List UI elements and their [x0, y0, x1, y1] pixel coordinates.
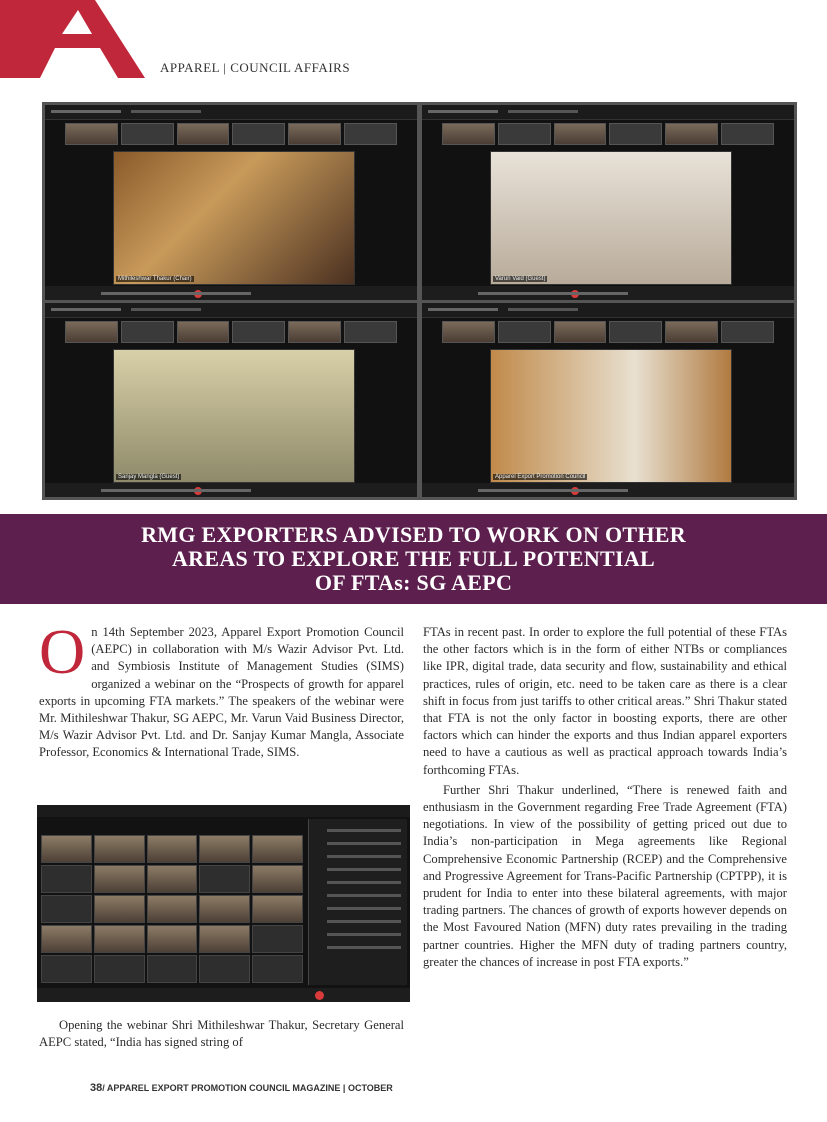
article-column-right: [423, 624, 787, 971]
webinar-collage: [42, 102, 797, 500]
article-column-left: [39, 616, 404, 762]
aepc-logo: [0, 0, 150, 78]
webinar-screenshot-1: [45, 105, 417, 300]
headline-line-2: AREAS TO EXPLORE THE FULL POTENTIAL: [171, 546, 656, 571]
webinar-screenshot-4: [422, 303, 794, 497]
webinar-screenshot-2: [422, 105, 794, 300]
participant-name: Varun Vaid (Guest): [495, 276, 546, 282]
webinar-screenshot-3: [45, 303, 417, 497]
participant-name: Sanjay Mangla (Guest): [118, 474, 180, 480]
paragraph-opening: Opening the webinar Shri Mithileshwar Thakur, Secretary General AEPC stated, “India has signed string of: [39, 1018, 404, 1050]
drop-cap: O: [39, 616, 86, 687]
paragraph-fta: FTAs in recent past. In order to explore the full potential of these FTAs the other factors which is in the form of either NTBs or compliances like IPR, digital trade, data security and flow, sustainability and ethical practices, rules of origin, etc. need to be taken care as there is a clear shift in focus from just tariffs to other critical areas.” Shri Thakur stated that FTA is not the only factor in boosting exports, there are other factors which can hinder the exports and thus Indian apparel exporters need to have a cautious as well as practical approach towards India’s forthcoming FTAs.: [423, 625, 787, 777]
headline-line-1: RMG EXPORTERS ADVISED TO WORK ON OTHER: [141, 522, 686, 547]
section-label: APPAREL | COUNCIL AFFAIRS: [160, 60, 351, 75]
webinar-gallery-photo: [37, 805, 410, 1002]
page-number: 38: [90, 1082, 103, 1094]
page-footer: [90, 1082, 393, 1094]
article-column-left-bottom: [39, 1017, 404, 1051]
headline-line-3: OF FTAs: SG AEPC: [314, 570, 513, 595]
headline-banner: [0, 514, 827, 604]
footer-text: / APPAREL EXPORT PROMOTION COUNCIL MAGAZINE | OCTOBER: [102, 1083, 393, 1093]
paragraph-intro: On 14th September 2023, Apparel Export Promotion Council (AEPC) in collaboration with M/s Wazir Advisor Pvt. Ltd. and Symbiosis Institute of Management Studies (SIMS) organized a webinar on the “Prospects of growth for apparel exports in upcoming FTA markets.” The speakers of the webinar were Mr. Mithileshwar Thakur, SG AEPC, Mr. Varun Vaid Business Director, M/s Wazir Advisor Pvt. Ltd. and Dr. Sanjay Kumar Mangla, Associate Professor, Economics & International Trade, SIMS.: [39, 616, 404, 760]
participant-name: Mithileshwar Thakur (Chair): [118, 276, 192, 282]
participant-name: Apparel Export Promotion Council: [495, 474, 586, 480]
paragraph-further: Further Shri Thakur underlined, “There is renewed faith and enthusiasm in the Government regarding Free Trade Agreement (FTA) negotiations. In view of the possibility of getting priced out due to India’s non-participation in Mega agreements like Regional Comprehensive Economic Partnership (RCEP) and the Comprehensive and Progressive Agreement for Trans-Pacific Partnership (CPTPP), it is prudent for India to enter into these bilateral agreements, with major trading partners. The chances of growth of exports however depends on the Most Favoured Nation (MFN) duty rates prevailing in the trading partner countries. Higher the MFN duty of trading partners country, greater the chances of increase in post FTA exports.”: [423, 782, 787, 969]
